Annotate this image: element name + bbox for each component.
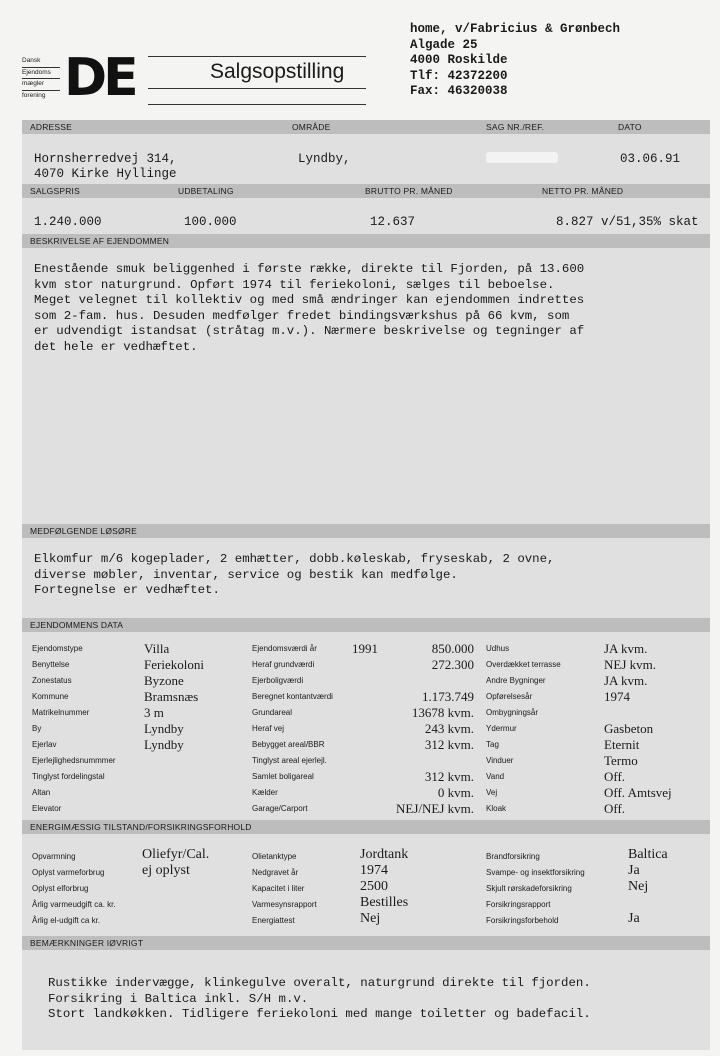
data-value: JA kvm. <box>604 673 648 688</box>
data-label: Overdækket terrasse <box>486 660 561 669</box>
energi-label: Energiattest <box>252 916 295 925</box>
price-header-salgspris: SALGSPRIS <box>30 186 80 196</box>
data-label: Heraf vej <box>252 724 285 733</box>
data-value: Eternit <box>604 737 640 752</box>
data-label: Tag <box>486 740 499 749</box>
title-rule-top <box>148 56 366 57</box>
bemaerkninger-line: Rustikke indervægge, klinkegulve overalt, naturgrund direkte til fjorden. <box>48 976 591 990</box>
address-line2: 4070 Kirke Hyllinge <box>34 167 177 181</box>
bemaerkninger-line: Stort landkøkken. Tidligere feriekoloni med mange toiletter og badefacil. <box>48 1007 591 1022</box>
data-label: Altan <box>32 788 51 797</box>
data-label: Vand <box>486 772 505 781</box>
address-line1: Hornsherredvej 314, <box>34 152 177 166</box>
title-rule-bottom2 <box>148 104 366 105</box>
data-value: 312 kvm. <box>424 769 474 784</box>
loesore-header: MEDFØLGENDE LØSØRE <box>22 524 710 538</box>
data-value: Termo <box>604 753 638 768</box>
price-header <box>22 184 710 198</box>
beskrivelse-header: BESKRIVELSE AF EJENDOMMEN <box>22 234 710 248</box>
energi-label: Svampe- og insektforsikring <box>486 868 585 877</box>
data-label: Ejendomstype <box>32 644 83 653</box>
price-netto: 8.827 v/51,35% skat <box>556 215 699 229</box>
data-label: Ombygningsår <box>486 708 539 717</box>
data-value: 0 kvm. <box>437 785 474 800</box>
energi-label: Årlig el-udgift ca kr. <box>32 916 101 925</box>
address-header <box>22 120 710 134</box>
energi-label: Oplyst elforbrug <box>32 884 89 893</box>
energi-value: 1974 <box>360 863 388 878</box>
energi-value: Ja <box>628 911 640 926</box>
data-label: Ydermur <box>486 724 517 733</box>
data-label: Udhus <box>486 644 510 653</box>
data-value: Off. <box>604 769 626 784</box>
agent-fax: Fax: 46320038 <box>410 84 508 99</box>
data-label: Andre Bygninger <box>486 676 546 685</box>
beskrivelse-line: Enestående smuk beliggenhed i første række, direkte til Fjorden, på 13.600 <box>34 262 585 276</box>
price-header-brutto: BRUTTO PR. MÅNED <box>365 186 453 196</box>
energi-value: Jordtank <box>360 847 409 862</box>
loesore-line: Fortegnelse er vedhæftet. <box>34 583 220 598</box>
data-value: 1974 <box>604 689 630 704</box>
energi-value: ej oplyst <box>142 863 190 878</box>
energi-label: Forsikringsrapport <box>486 900 551 909</box>
bemaerkninger-line: Forsikring i Baltica inkl. S/H m.v. <box>48 991 309 1006</box>
logo-mark: DE <box>64 48 135 108</box>
energi-label: Oplyst varmeforbrug <box>32 868 105 877</box>
beskrivelse-line: det hele er vedhæftet. <box>34 340 198 354</box>
data-label: Garage/Carport <box>252 804 308 813</box>
data-label: Elevator <box>32 804 62 813</box>
energi-value: Oliefyr/Cal. <box>142 847 210 862</box>
data-value: Off. Amtsvej <box>604 785 672 800</box>
energi-value: Ja <box>628 863 640 878</box>
data-label: Beregnet kontantværdi <box>252 692 333 701</box>
beskrivelse-line: kvm stor naturgrund. Opført 1974 til feriekoloni, sælges til beboelse. <box>34 277 555 292</box>
agent-street: Algade 25 <box>410 37 478 52</box>
data-label: Kommune <box>32 692 69 701</box>
address-header-omraade: OMRÅDE <box>292 122 331 132</box>
data-value: Lyndby <box>144 721 184 736</box>
data-label: Heraf grundværdi <box>252 660 315 669</box>
bemaerkninger-header: BEMÆRKNINGER IØVRIGT <box>22 936 710 950</box>
data-value: Bramsnæs <box>144 689 199 704</box>
data-value: Gasbeton <box>604 721 654 736</box>
energi-label: Forsikringsforbehold <box>486 916 559 925</box>
energi-label: Årlig varmeudgift ca. kr. <box>32 900 116 909</box>
data-label: Opførelsesår <box>486 692 533 701</box>
title-rule-bottom <box>148 88 366 89</box>
beskrivelse-line: er udvendigt istandsat (stråtag m.v.). Nærmere beskrivelse og tegninger af <box>34 324 585 339</box>
address-dato: 03.06.91 <box>620 152 681 166</box>
ejendomsdata-header: EJENDOMMENS DATA <box>22 618 710 632</box>
agent-contact <box>410 22 620 100</box>
data-label: Ejerboligværdi <box>252 676 304 685</box>
data-label: Vinduer <box>486 756 514 765</box>
loesore-line: diverse møbler, inventar, service og bestik kan medfølge. <box>34 567 458 582</box>
data-label: Matrikelnummer <box>32 708 90 717</box>
data-value: Villa <box>144 641 170 656</box>
energi-label: Kapacitet i liter <box>252 884 305 893</box>
address-header-dato: DATO <box>618 122 642 132</box>
document-title: Salgsopstilling <box>210 60 345 83</box>
price-salgspris: 1.240.000 <box>34 215 102 229</box>
agent-name: home, v/Fabricius & Grønbech <box>410 22 621 36</box>
beskrivelse-line: som 2-fam. hus. Desuden medfølger fredet bindingsværkshus på 66 kvm, som <box>34 308 570 323</box>
energi-label: Nedgravet år <box>252 868 299 877</box>
data-value: JA kvm. <box>604 641 648 656</box>
agent-phone: Tlf: 42372200 <box>410 68 508 83</box>
data-label: Kloak <box>486 804 507 813</box>
ejendomsdata-grid <box>0 641 720 817</box>
logo-association-text: Dansk Ejendoms mægler forening <box>22 56 60 101</box>
data-label: Samlet boligareal <box>252 772 314 781</box>
data-label: Tinglyst areal ejerlejl. <box>252 756 327 765</box>
data-value: NEJ/NEJ kvm. <box>396 801 474 816</box>
data-label: Zonestatus <box>32 676 72 685</box>
address-header-sag: SAG NR./REF. <box>486 122 545 132</box>
energi-value: Bestilles <box>360 895 409 910</box>
data-label: Vej <box>486 788 498 797</box>
data-value-year: 1991 <box>352 641 378 656</box>
energi-label: Skjult rørskadeforsikring <box>486 884 572 893</box>
energi-label: Brandforsikring <box>486 852 540 861</box>
energi-header: ENERGIMÆSSIG TILSTAND/FORSIKRINGSFORHOLD <box>22 820 710 834</box>
data-label: Ejerlav <box>32 740 57 749</box>
data-label: By <box>32 724 42 733</box>
data-label: Bebygget areal/BBR <box>252 740 325 749</box>
data-value: 312 kvm. <box>424 737 474 752</box>
price-udbetaling: 100.000 <box>184 215 237 229</box>
data-value: 272.300 <box>431 657 474 672</box>
energi-label: Olietanktype <box>252 852 297 861</box>
data-value: 850.000 <box>431 641 474 656</box>
logo <box>22 48 144 108</box>
price-brutto: 12.637 <box>370 215 416 229</box>
agent-city: 4000 Roskilde <box>410 53 508 68</box>
data-value: Lyndby <box>144 737 184 752</box>
energi-value: 2500 <box>360 879 388 894</box>
energi-label: Varmesynsrapport <box>252 900 317 909</box>
data-value: Off. <box>604 801 626 816</box>
price-header-netto: NETTO PR. MÅNED <box>542 186 624 196</box>
data-value: 3 m <box>144 705 164 720</box>
price-header-udbetaling: UDBETALING <box>178 186 234 196</box>
data-value: NEJ kvm. <box>604 657 656 672</box>
data-label: Kælder <box>252 788 278 797</box>
data-value: 1.173.749 <box>422 689 474 704</box>
address-header-adresse: ADRESSE <box>30 122 73 132</box>
address-omraade: Lyndby, <box>298 152 351 166</box>
data-label: Tinglyst fordelingstal <box>32 772 105 781</box>
data-label: Ejerlejlighedsnummmer <box>32 756 116 765</box>
data-value: 243 kvm. <box>424 721 474 736</box>
case-number-redacted <box>486 152 558 163</box>
beskrivelse-line: Meget velegnet til kollektiv og med små ændringer kan ejendommen indrettes <box>34 293 585 308</box>
data-label: Benyttelse <box>32 660 70 669</box>
data-value: Byzone <box>144 673 184 688</box>
data-value: Feriekoloni <box>144 657 204 672</box>
energi-label: Opvarmning <box>32 852 76 861</box>
data-label: Ejendomsværdi år <box>252 644 317 653</box>
loesore-line: Elkomfur m/6 kogeplader, 2 emhætter, dobb.køleskab, fryseskab, 2 ovne, <box>34 552 555 566</box>
data-value: 13678 kvm. <box>411 705 474 720</box>
energi-value: Nej <box>628 879 649 894</box>
energi-grid <box>0 846 720 932</box>
energi-value: Nej <box>360 911 381 926</box>
data-label: Grundareal <box>252 708 293 717</box>
energi-value: Baltica <box>628 847 668 862</box>
